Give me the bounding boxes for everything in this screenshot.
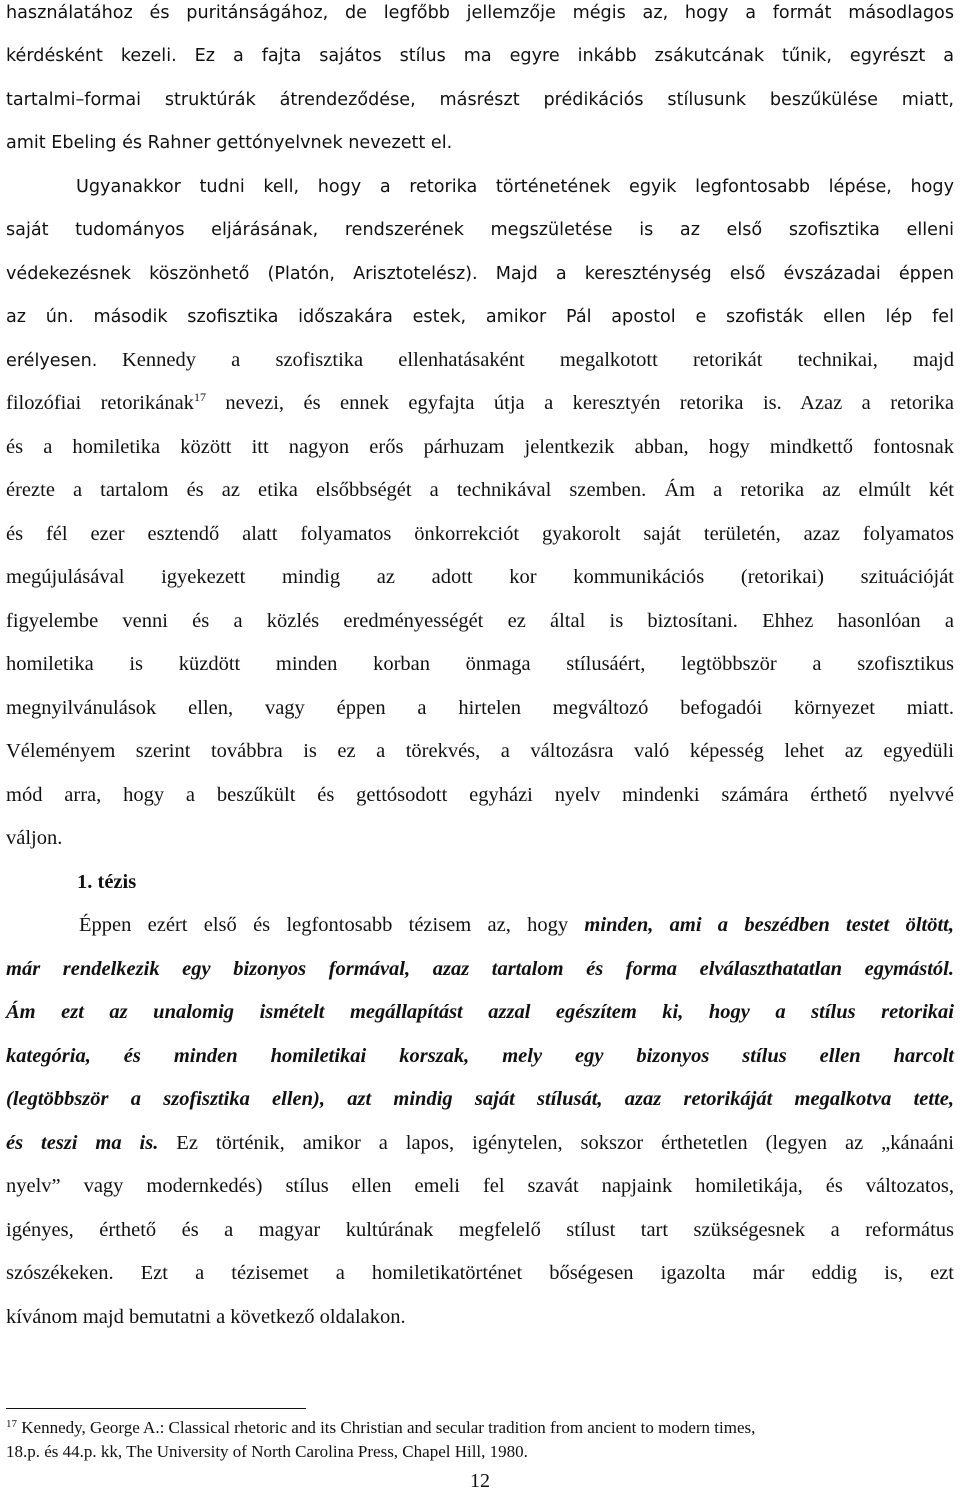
text-line — [79, 912, 954, 938]
footnote — [6, 1418, 954, 1438]
text-line: és a homiletika között itt nagyon erős párhuzam jelentkezik abban, hogy mindkettő fontosnak — [6, 436, 954, 458]
text-segment: filozófiai retorikának — [6, 392, 194, 414]
text-line: kívánom majd bemutatni a következő oldalakon. — [6, 1306, 406, 1328]
text-line: kérdésként kezeli. Ez a fajta sajátos stílus ma egyre inkább zsákutcának tűnik, egyrészt a — [6, 46, 954, 66]
text-segment: Éppen ezért első és legfontosabb tézisem az, hogy — [79, 914, 585, 936]
text-line: váljon. — [6, 827, 63, 849]
text-line — [6, 1130, 954, 1156]
text-line: megnyilvánulások ellen, vagy éppen a hirtelen megváltozó befogadói környezet miatt. — [6, 697, 954, 719]
footnote-divider — [6, 1408, 306, 1409]
text-line: és fél ezer esztendő alatt folyamatos önkorrekciót gyakorolt saját területén, azaz folyamatos — [6, 523, 954, 545]
text-segment: nevezi, és ennek egyfajta útja a keresztyén retorika is. Azaz a retorika — [205, 392, 954, 414]
text-line: tartalmi–formai struktúrák átrendeződése, másrészt prédikációs stílusunk beszűkülése miatt, — [6, 90, 954, 110]
text-line — [6, 390, 954, 416]
text-line: védekezésnek köszönhető (Platón, Arisztotelész). Majd a kereszténység első évszázadai éppen — [6, 264, 954, 284]
text-line: Kennedy a szofisztika ellenhatásaként megalkotott retorikát technikai, majd — [122, 349, 954, 371]
emphasis-line: már rendelkezik egy bizonyos formával, azaz tartalom és forma elválaszthatatlan egymástól. — [6, 958, 954, 980]
emphasis-text: és teszi ma is. — [6, 1132, 159, 1154]
text-line: figyelembe venni és a közlés eredményességét ez által is biztosítani. Ehhez hasonlóan a — [6, 610, 954, 632]
emphasis-line: (legtöbbször a szofisztika ellen), azt mindig saját stílusát, azaz retorikáját megalkotva tette, — [6, 1088, 954, 1110]
text-line: mód arra, hogy a beszűkült és gettósodott egyházi nyelv mindenki számára érthető nyelvvé — [6, 784, 954, 806]
emphasis-text: minden, ami a beszédben testet öltött, — [584, 914, 954, 936]
section-heading: 1. tézis — [77, 871, 137, 893]
text-line: igényes, érthető és a magyar kultúrának megfelelő stílust tart szükségesnek a református — [6, 1219, 954, 1241]
emphasis-line: kategória, és minden homiletikai korszak, mely egy bizonyos stílus ellen harcolt — [6, 1045, 954, 1067]
footnote-reference: 17 — [193, 390, 206, 404]
text-line: erélyesen. — [6, 351, 98, 371]
text-line: az ún. második szofisztika időszakára estek, amikor Pál apostol e szofisták ellen lép fel — [6, 307, 954, 327]
text-line: megújulásával igyekezett mindig az adott kor kommunikációs (retorikai) szituációját — [6, 566, 954, 588]
footnote-number: 17 — [6, 1418, 17, 1430]
page-number: 12 — [470, 1470, 490, 1492]
text-line: nyelv” vagy modernkedés) stílus ellen emeli fel szavát napjaink homiletikája, és változatos, — [6, 1175, 954, 1197]
text-line: saját tudományos eljárásának, rendszerének megszületése is az első szofisztika elleni — [6, 220, 954, 240]
text-line: Véleményem szerint továbbra is ez a törekvés, a változásra való képesség lehet az egyedüli — [6, 740, 954, 762]
text-segment: Ez történik, amikor a lapos, igénytelen, sokszor érthetetlen (legyen az „kánaáni — [158, 1132, 954, 1154]
text-line: amit Ebeling és Rahner gettónyelvnek nevezett el. — [6, 133, 453, 153]
text-line: érezte a tartalom és az etika elsőbbségét a technikával szemben. Ám a retorika az elmúlt két — [6, 479, 954, 501]
emphasis-line: Ám ezt az unalomig ismételt megállapítást azzal egészítem ki, hogy a stílus retorikai — [6, 1001, 954, 1023]
text-line: homiletika is küzdött minden korban önmaga stílusáért, legtöbbször a szofisztikus — [6, 653, 954, 675]
text-line: Ugyanakkor tudni kell, hogy a retorika történetének egyik legfontosabb lépése, hogy — [76, 177, 954, 197]
footnote-continuation: 18.p. és 44.p. kk, The University of North Carolina Press, Chapel Hill, 1980. — [6, 1442, 528, 1461]
text-line: használatához és puritánságához, de legfőbb jellemzője mégis az, hogy a formát másodlagos — [6, 3, 954, 23]
text-line: szószékeken. Ezt a tézisemet a homiletikatörténet bőségesen igazolta már eddig is, ezt — [6, 1262, 954, 1284]
footnote-text: Kennedy, George A.: Classical rhetoric and its Christian and secular tradition from ancient to modern times, — [17, 1418, 756, 1437]
